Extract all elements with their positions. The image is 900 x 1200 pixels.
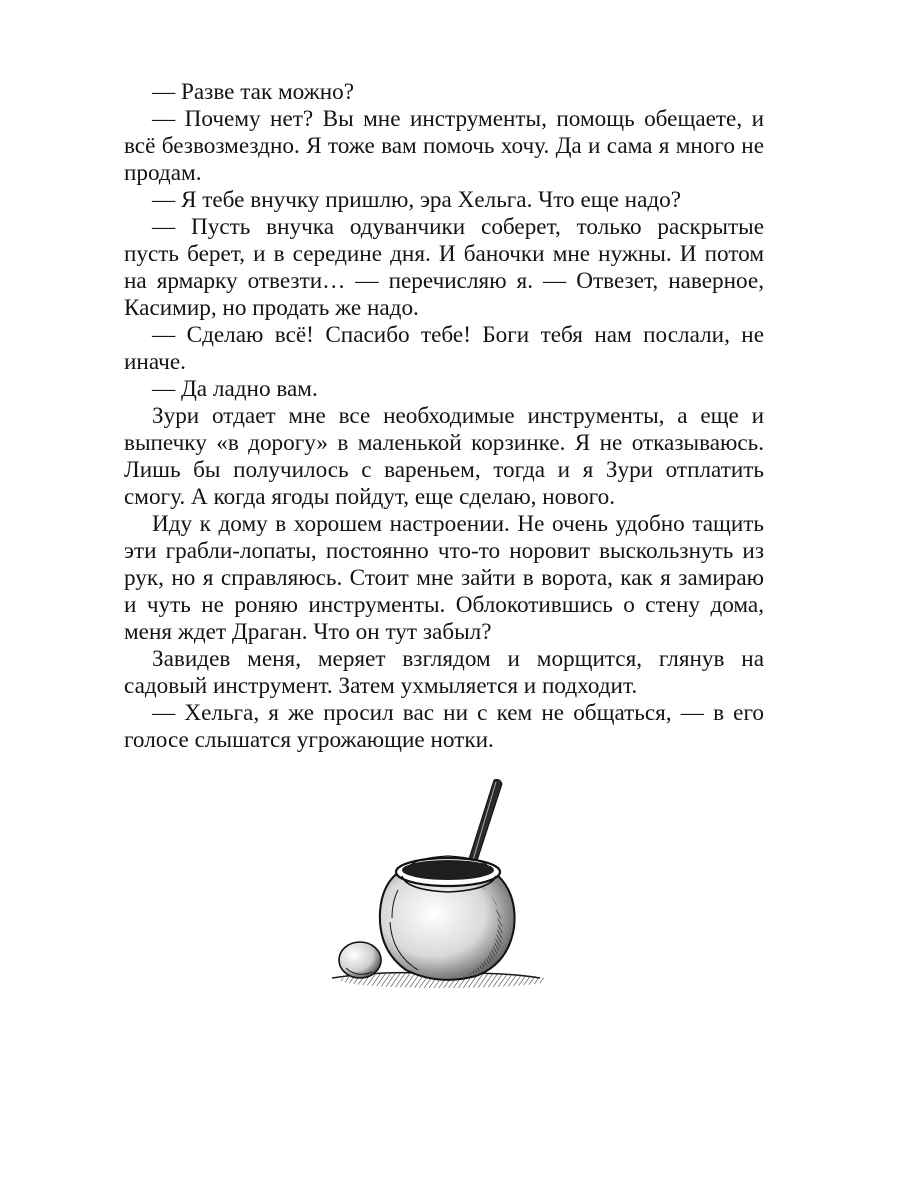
paragraph: — Хельга, я же просил вас ни с кем не общаться, — в его голосе слышатся угрожающие нотки.	[124, 700, 764, 753]
pot	[380, 856, 515, 980]
paragraph: Иду к дому в хорошем настроении. Не очень удобно тащить эти грабли-лопаты, постоянно что-то норовит выскользнуть из рук, но я справляюсь. Стоит мне зайти в ворота, как я замираю и чуть не роняю инструменты. Облокотившись о стену дома, меня ждет Драган. Что он тут забыл?	[124, 511, 764, 645]
paragraph: — Я тебе внучку пришлю, эра Хельга. Что еще надо?	[152, 187, 682, 213]
paragraph: — Сделаю всё! Спасибо тебе! Боги тебя нам послали, не иначе.	[124, 322, 764, 375]
pot-illustration	[326, 772, 544, 990]
paragraph: — Разве так можно?	[152, 79, 355, 105]
paragraph: Зури отдает мне все необходимые инструменты, а еще и выпечку «в дорогу» в маленькой корзинке. Я не отказываюсь. Лишь бы получилось с вареньем, тогда и я Зури отплатить смогу. А когда ягоды пойдут, еще сделаю, нового.	[124, 403, 764, 510]
egg	[339, 942, 381, 978]
paragraph: — Да ладно вам.	[152, 376, 318, 402]
spoon	[468, 780, 502, 865]
paragraph: — Пусть внучка одуванчики соберет, только раскрытые пусть берет, и в середине дня. И баночки мне нужны. И потом на ярмарку отвезти… — перечисляю я. — Отвезет, наверное, Касимир, но продать же надо.	[124, 214, 764, 321]
paragraph: Завидев меня, меряет взглядом и морщится, глянув на садовый инструмент. Затем ухмыляется и подходит.	[124, 646, 764, 699]
body-text	[124, 79, 764, 754]
paragraph: — Почему нет? Вы мне инструменты, помощь обещаете, и всё безвозмездно. Я тоже вам помочь хочу. Да и сама я много не продам.	[124, 106, 764, 186]
